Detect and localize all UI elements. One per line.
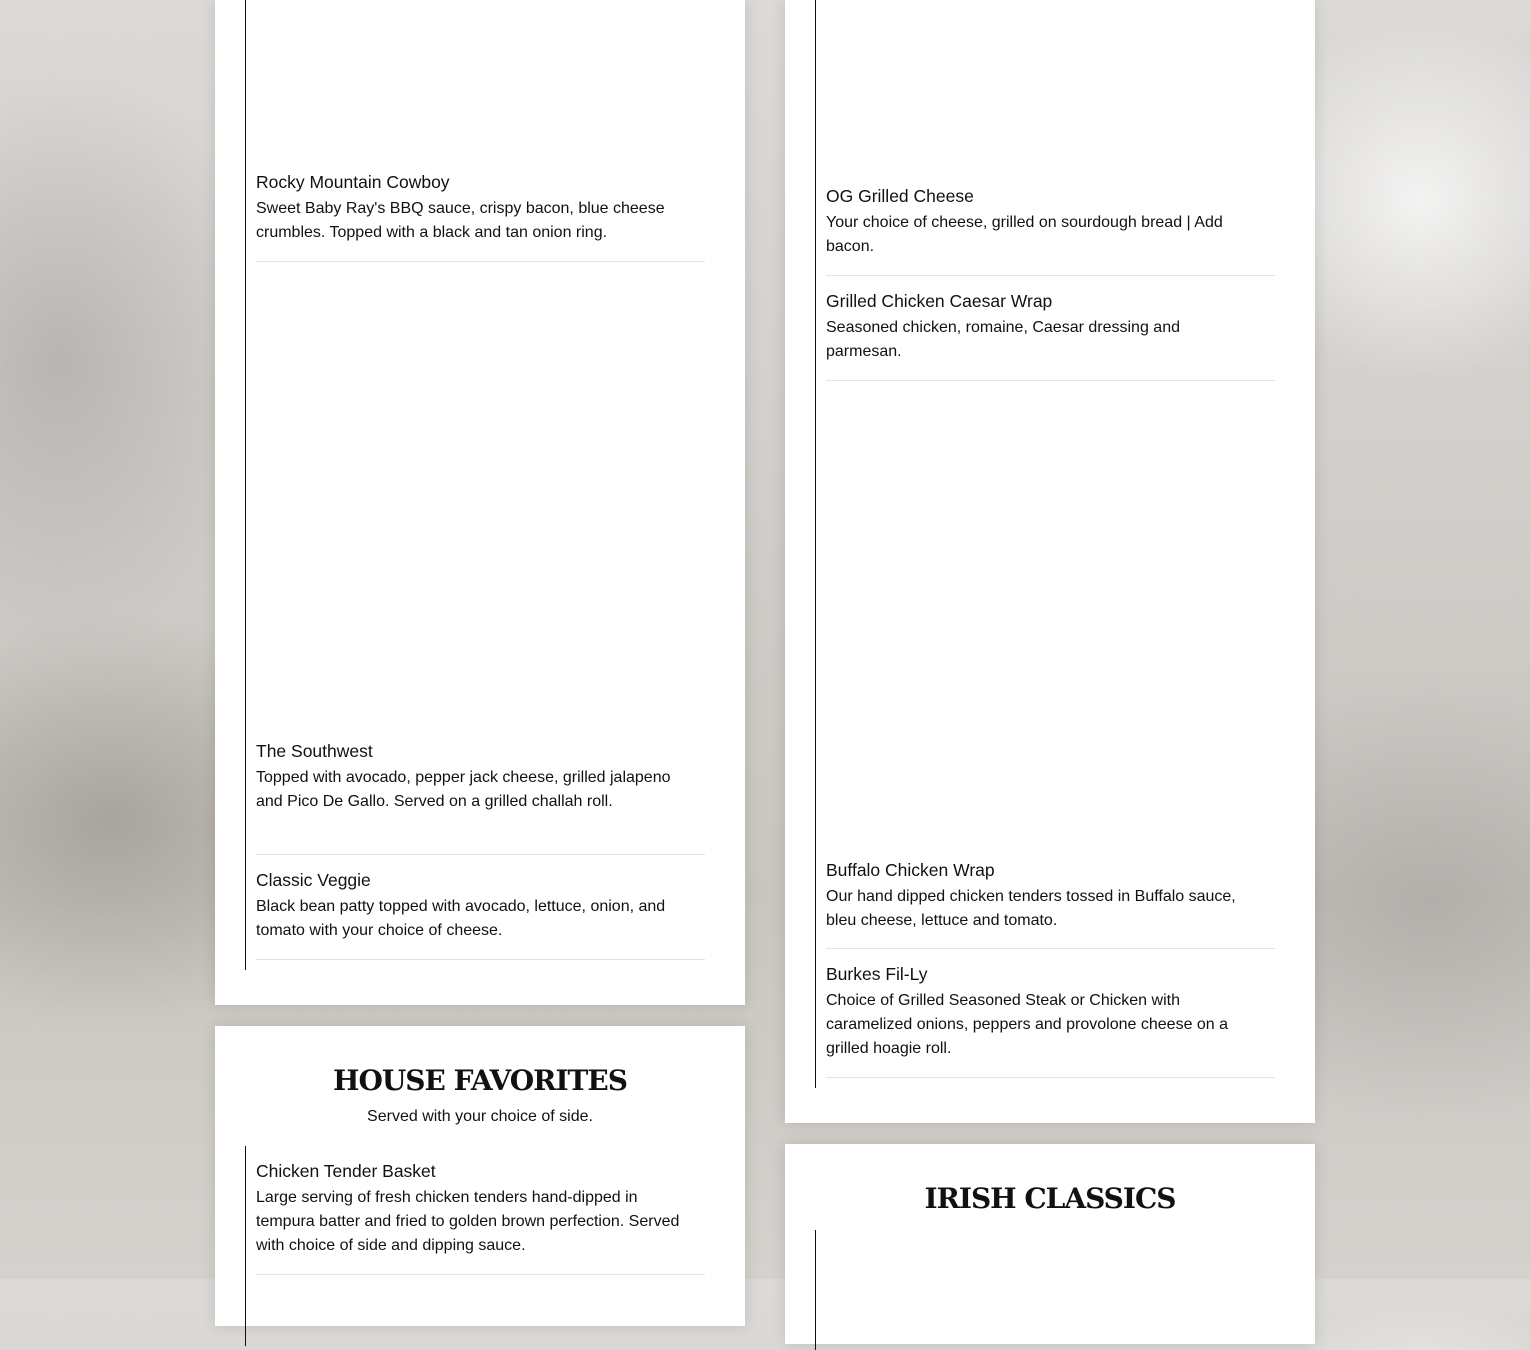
burgers-card [215,0,745,1005]
house-favorites-card [215,1026,745,1326]
irish-classics-item-list [815,1230,1276,1350]
menu-item-name: Rocky Mountain Cowboy [256,172,450,192]
burgers-item-list [245,0,706,970]
menu-item-description: Your choice of cheese, grilled on sourdough bread | Add bacon. [826,214,1223,255]
menu-item-rocky-mountain-cowboy[interactable] [256,171,705,262]
menu-item-name: Classic Veggie [256,870,371,890]
menu-item-description: Large serving of fresh chicken tenders hand-dipped in tempura batter and fried to golden brown perfection. Served with choice of side and dipping sauce. [256,1189,680,1254]
menu-item-classic-veggie[interactable] [256,869,705,960]
menu-item-buffalo-chicken-wrap[interactable] [826,859,1275,949]
menu-item-description: Black bean patty topped with avocado, lettuce, onion, and tomato with your choice of cheese. [256,898,666,939]
menu-item-og-grilled-cheese[interactable] [826,185,1275,276]
menu-item-name: OG Grilled Cheese [826,186,974,206]
menu-item-burkes-fil-ly[interactable] [826,963,1275,1078]
menu-item-grilled-chicken-caesar-wrap[interactable] [826,290,1275,381]
menu-item-description: Choice of Grilled Seasoned Steak or Chicken with caramelized onions, peppers and provolone cheese on a grilled hoagie roll. [826,992,1229,1057]
sandwiches-item-list [815,0,1276,1088]
irish-classics-card [785,1144,1315,1344]
menu-image-placeholder [827,388,1276,852]
menu-item-description: Our hand dipped chicken tenders tossed in Buffalo sauce, bleu cheese, lettuce and tomato. [826,888,1236,929]
house-favorites-item-list [245,1146,706,1346]
section-title-irish-classics: IRISH CLASSICS [924,1182,1176,1215]
menu-image-placeholder [827,0,1276,178]
menu-item-description: Topped with avocado, pepper jack cheese, grilled jalapeno and Pico De Gallo. Served on a grilled challah roll. [256,769,671,810]
menu-item-description: Sweet Baby Ray's BBQ sauce, crispy bacon, blue cheese crumbles. Topped with a black and tan onion ring. [256,200,665,241]
menu-item-name: Grilled Chicken Caesar Wrap [826,291,1053,311]
sandwiches-card [785,0,1315,1123]
section-title-house-favorites: HOUSE FAVORITES [333,1064,627,1097]
menu-item-chicken-tender-basket[interactable] [256,1160,705,1275]
menu-image-placeholder [257,0,706,165]
menu-image-placeholder [257,268,706,733]
menu-item-name: Buffalo Chicken Wrap [826,860,995,880]
menu-item-name: Burkes Fil-Ly [826,964,928,984]
menu-item-the-southwest[interactable] [256,740,705,855]
menu-item-description: Seasoned chicken, romaine, Caesar dressing and parmesan. [826,319,1180,360]
menu-item-name: The Southwest [256,741,373,761]
section-subtitle: Served with your choice of side. [367,1108,593,1125]
menu-item-name: Chicken Tender Basket [256,1161,436,1181]
